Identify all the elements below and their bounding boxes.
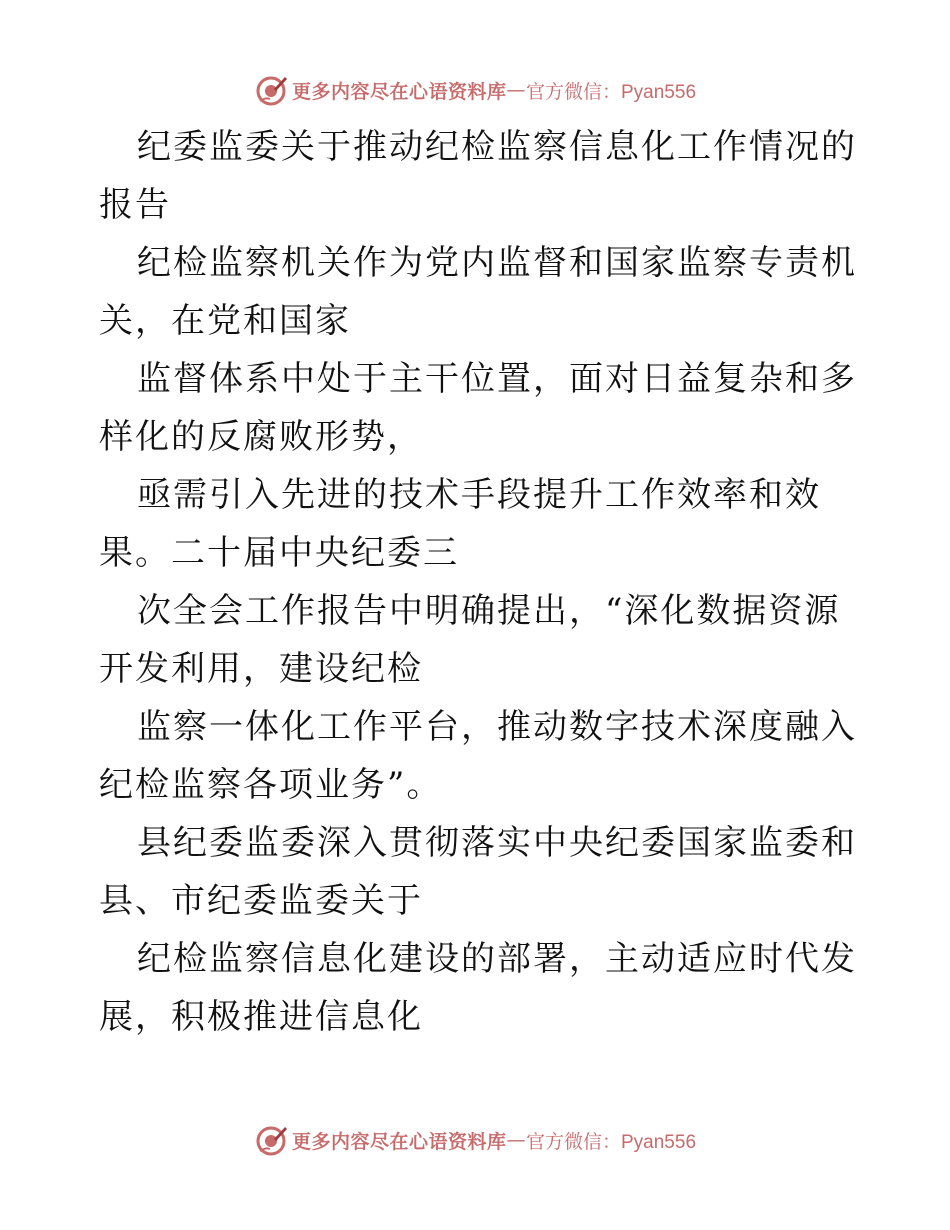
watermark-site-text: 更多内容尽在心语资料库 <box>291 1130 507 1153</box>
watermark-wechat-text: 官方微信：Pyan556 <box>526 1131 697 1153</box>
line-text: 监察一体化工作平台，推动数字技术深度融入纪 <box>99 707 857 805</box>
pen-logo-icon <box>254 73 288 107</box>
line-text: 纪委监委关于推动纪检监察信息化工作情况的报 <box>99 127 857 225</box>
paragraph <box>99 698 859 814</box>
line-text-continued: 检监察各项业务”。 <box>135 765 443 805</box>
line-text-continued: 关，在党和国家 <box>99 301 351 341</box>
paragraph <box>99 466 859 582</box>
paragraph-title <box>99 118 859 234</box>
paragraph <box>99 930 859 1046</box>
paragraph <box>99 582 859 698</box>
watermark-separator: — <box>506 79 526 101</box>
paragraph <box>99 234 859 350</box>
line-text-continued: 县、市纪委监委关于 <box>99 881 423 921</box>
line-text-continued: 展，积极推进信息化 <box>99 997 423 1037</box>
pen-logo-icon <box>254 1123 288 1157</box>
watermark-site-text: 更多内容尽在心语资料库 <box>291 80 507 103</box>
header-watermark <box>0 70 950 110</box>
line-text-continued: 二十届中央纪委三 <box>171 533 459 573</box>
line-text: 监督体系中处于主干位置，面对日益复杂和多样 <box>99 359 857 457</box>
line-text-continued: 化的反腐败形势， <box>135 417 423 457</box>
paragraph <box>99 350 859 466</box>
line-text: 次全会工作报告中明确提出，“深化数据资源开 <box>99 591 841 689</box>
line-text-continued: 发利用，建设纪检 <box>135 649 423 689</box>
line-text: 县纪委监委深入贯彻落实中央纪委国家监委和 <box>137 823 857 863</box>
paragraph <box>99 814 859 930</box>
watermark-wechat-text: 官方微信：Pyan556 <box>526 81 697 103</box>
line-text: 纪检监察机关作为党内监督和国家监察专责机 <box>137 243 857 283</box>
watermark-separator: — <box>506 1129 526 1151</box>
line-text-continued: 告 <box>135 185 171 225</box>
line-text: 亟需引入先进的技术手段提升工作效率和效果。 <box>99 475 821 573</box>
footer-watermark <box>0 1120 950 1160</box>
document-body <box>99 118 859 1046</box>
line-text: 纪检监察信息化建设的部署，主动适应时代发 <box>137 939 857 979</box>
